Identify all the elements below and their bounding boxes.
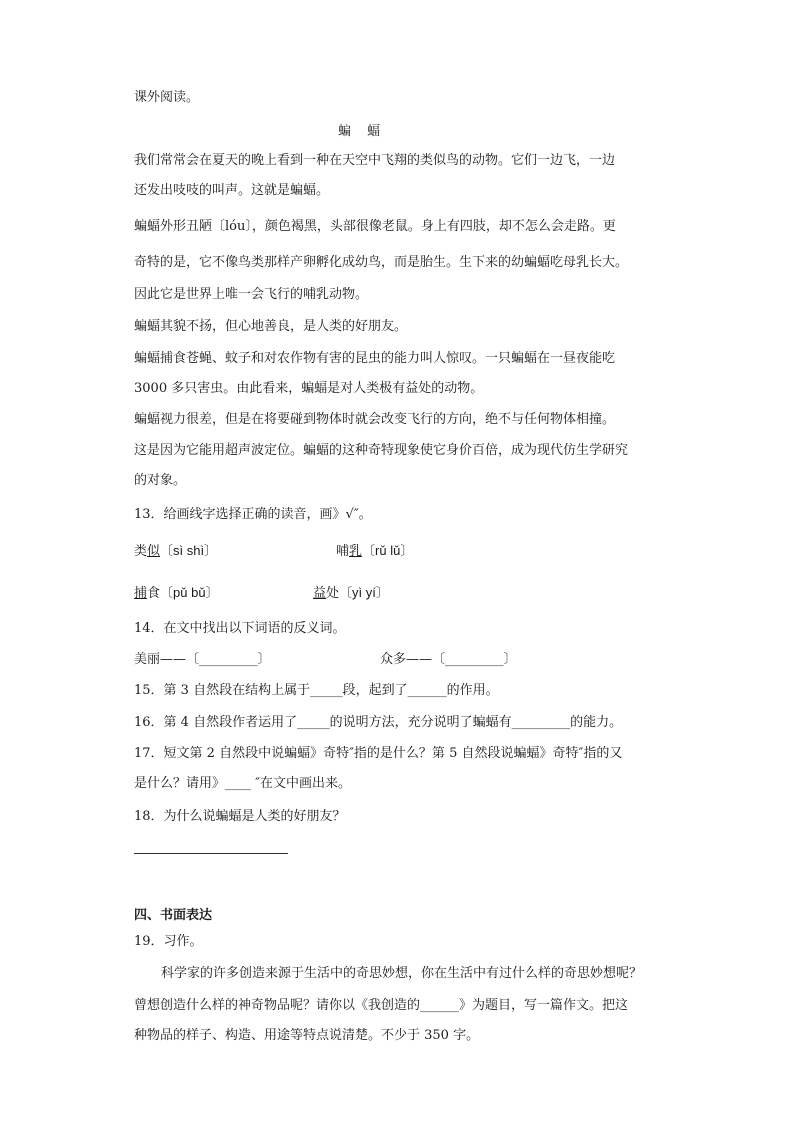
option-item: 类似〔sì shì〕	[134, 543, 218, 559]
passage-line: 的对象。	[134, 473, 187, 488]
passage-line: 蝙蝠其貌不扬，但心地善良，是人类的好朋友。	[134, 319, 408, 334]
antonym-blank-a: 美丽——〔_________〕	[134, 652, 271, 667]
passage-line: 因此它是世界上唯一会飞行的哺乳动物。	[134, 287, 369, 302]
option-item: 哺乳〔rǔ lǔ〕	[336, 543, 414, 559]
question-15: 15．第 3 自然段在结构上属于_____段，起到了______的作用。	[134, 683, 499, 698]
passage-line: 奇特的是，它不像鸟类那样产卵孵化成幼鸟，而是胎生。生下来的幼蝙蝠吃母乳长大。	[134, 255, 629, 270]
question-17-line2: 是什么？请用》____ ″在文中画出来。	[134, 776, 351, 791]
question-16: 16．第 4 自然段作者运用了_____的说明方法，充分说明了蝙蝠有_________的能力。	[134, 715, 623, 730]
passage-line: 蝙蝠捕食苍蝇、蚊子和对农作物有害的昆虫的能力叫人惊叹。一只蝙蝠在一昼夜能吃	[134, 351, 616, 366]
answer-line	[134, 853, 288, 854]
question-17-line1: 17．短文第 2 自然段中说蝙蝠》奇特″指的是什么？第 5 自然段说蝙蝠》奇特″指的又	[134, 746, 623, 761]
reading-label: 课外阅读。	[134, 90, 200, 105]
antonym-blank-b: 众多——〔_________〕	[380, 652, 517, 667]
passage-line: 我们常常会在夏天的晚上看到一种在天空中飞翔的类似鸟的动物。它们一边飞，一边	[134, 153, 616, 168]
essay-prompt-line: 种物品的样子、构造、用途等特点说清楚。不少于 350 字。	[134, 1028, 480, 1043]
essay-prompt-line: 科学家的许多创造来源于生活中的奇思妙想，你在生活中有过什么样的奇思妙想呢？	[161, 966, 643, 981]
passage-line: 还发出吱吱的叫声。这就是蝙蝠。	[134, 183, 330, 198]
passage-line: 蝙蝠视力很差，但是在将要碰到物体时就会改变飞行的方向，绝不与任何物体相撞。	[134, 412, 616, 427]
passage-line: 这是因为它能用超声波定位。蝙蝠的这种奇特现象使它身价百倍，成为现代仿生学研究	[134, 443, 629, 458]
question-18: 18．为什么说蝙蝠是人类的好朋友？	[134, 809, 346, 824]
passage-line: 3000 多只害虫。由此看来，蝙蝠是对人类极有益处的动物。	[134, 381, 484, 396]
question-13: 13．给画线字选择正确的读音，画》√″。	[134, 507, 372, 522]
passage-title: 蝙 蝠	[338, 124, 387, 139]
option-item: 益处〔yì yí〕	[313, 585, 389, 601]
section-heading: 四、书面表达	[134, 907, 213, 922]
question-19: 19．习作。	[134, 934, 203, 949]
essay-prompt-line: 曾想创造什么样的神奇物品呢？请你以《我创造的______》为题目，写一篇作文。把这	[134, 998, 629, 1013]
question-14: 14．在文中找出以下词语的反义词。	[134, 621, 346, 636]
passage-line: 蝙蝠外形丑陋〔lóu〕，颜色褐黑，头部很像老鼠。身上有四肢，却不怎么会走路。更	[134, 219, 616, 234]
option-item: 捕食〔pǔ bǔ〕	[134, 585, 219, 601]
